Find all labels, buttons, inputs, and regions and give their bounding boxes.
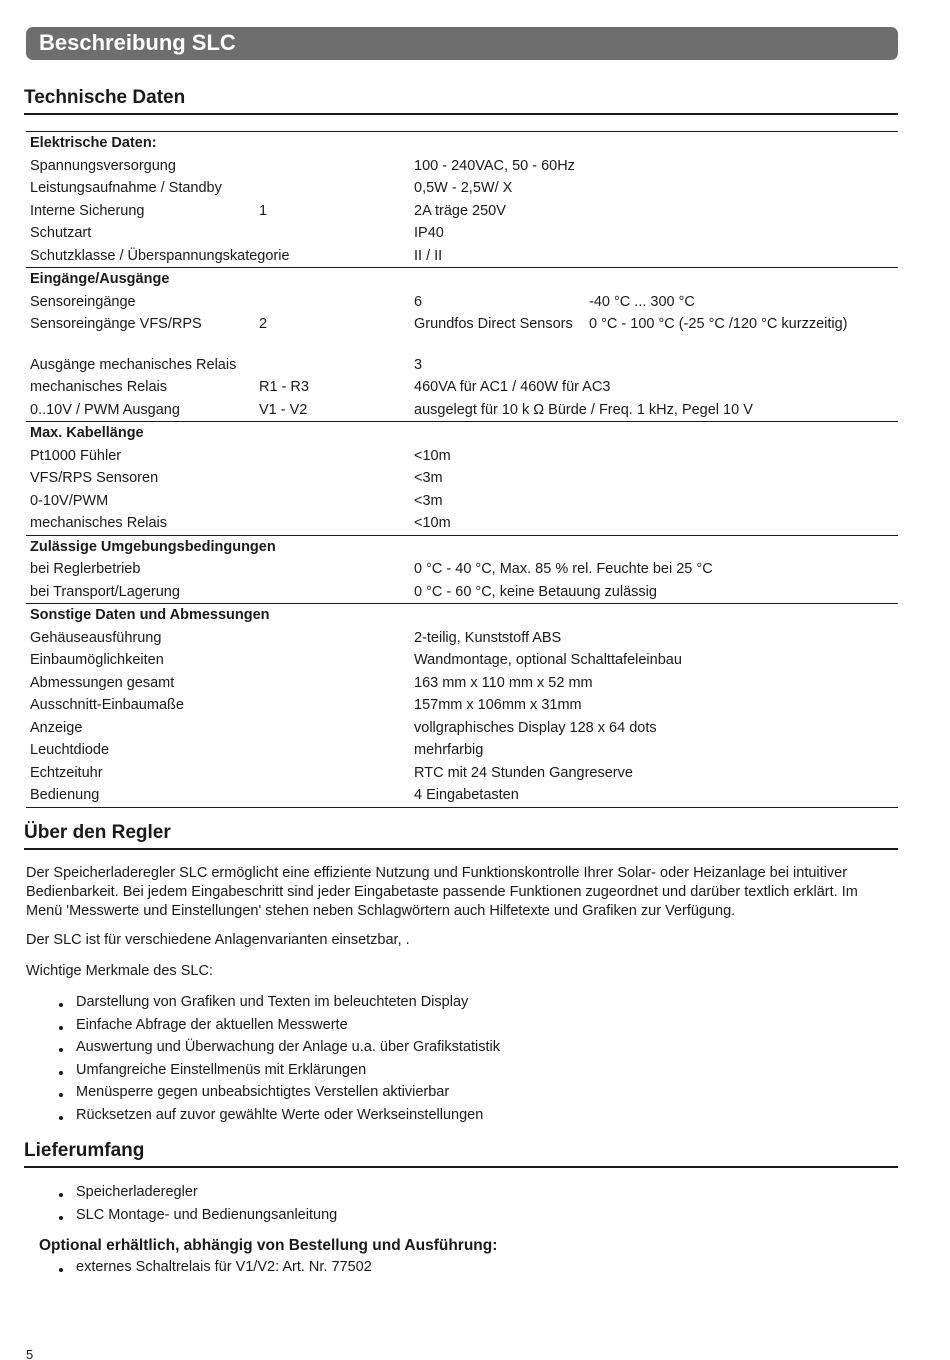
spec-label: bei Transport/Lagerung — [30, 583, 180, 600]
spec-row — [26, 445, 898, 468]
spec-group-heading: Elektrische Daten: — [30, 135, 157, 151]
spec-value: mehrfarbig — [414, 742, 484, 758]
spec-row — [26, 739, 898, 762]
spec-ref: V1 - V2 — [259, 401, 308, 418]
intro-paragraph: Der Speicherladeregler SLC ermöglicht eine effiziente Nutzung und Funktionskontrolle Ihrer Solar- oder Heizanlage bei intuitiver Bedienbarkeit. Bei jedem Eingabeschritt sind jeder Eingabetaste passende Funktionen zugeordnet und darüber textlich erklärt. Im Menü 'Messwerte und Einstellungen' stehen neben Schlagwörtern auch Hilfetexte und Grafiken zur Verfügung. — [26, 865, 858, 919]
spec-group-heading: Max. Kabellänge — [30, 425, 144, 441]
spec-value: 3 — [414, 356, 423, 373]
spec-value: 100 - 240VAC, 50 - 60Hz — [414, 157, 575, 174]
spec-label: Ausschnitt-Einbaumaße — [30, 697, 184, 713]
spec-group — [26, 268, 898, 422]
section-title-lieferumfang: Lieferumfang — [24, 1140, 898, 1168]
spec-value: Wandmontage, optional Schalttafeleinbau — [414, 652, 682, 668]
spec-value: <3m — [414, 492, 443, 509]
spec-label: Einbaumöglichkeiten — [30, 652, 164, 668]
spec-label: Pt1000 Fühler — [30, 447, 122, 464]
spec-value: 2A träge 250V — [414, 202, 506, 219]
spec-row — [26, 245, 898, 268]
spec-extra: -40 °C ... 300 °C — [589, 293, 695, 310]
spec-label: Sensoreingänge VFS/RPS — [30, 316, 202, 332]
spec-label: mechanisches Relais — [30, 379, 168, 395]
spec-value: 6 — [414, 293, 423, 310]
spec-value: <10m — [414, 447, 451, 464]
spec-value: 460VA für AC1 / 460W für AC3 — [414, 379, 611, 395]
section-title-ueber-den-regler: Über den Regler — [24, 822, 898, 850]
spec-label: Schutzart — [30, 225, 92, 241]
delivery-item: SLC Montage- und Bedienungsanleitung — [58, 1204, 337, 1227]
spec-label: Echtzeituhr — [30, 764, 103, 781]
spec-group-heading: Zulässige Umgebungsbedingungen — [30, 538, 276, 555]
spec-label: Sensoreingänge — [30, 293, 136, 310]
spec-group-heading: Sonstige Daten und Abmessungen — [30, 607, 270, 623]
spec-ref: 2 — [259, 316, 268, 332]
spec-label: mechanisches Relais — [30, 515, 168, 531]
spec-row — [26, 354, 898, 377]
spec-value: 4 Eingabetasten — [414, 787, 519, 803]
optional-item: externes Schaltrelais für V1/V2: Art. Nr. 77502 — [58, 1256, 372, 1279]
spec-value: 163 mm x 110 mm x 52 mm — [414, 674, 593, 691]
spec-row — [26, 467, 898, 490]
spec-label: Leistungsaufnahme / Standby — [30, 180, 222, 196]
spec-group — [26, 604, 898, 808]
spec-ref: R1 - R3 — [259, 379, 309, 395]
spec-group-heading: Eingänge/Ausgänge — [30, 271, 170, 287]
spec-row — [26, 376, 898, 399]
spec-value: RTC mit 24 Stunden Gangreserve — [414, 764, 633, 781]
features-intro: Wichtige Merkmale des SLC: — [26, 963, 213, 979]
feature-item: Umfangreiche Einstellmenüs mit Erklärungen — [58, 1059, 500, 1082]
spec-value: 0,5W - 2,5W/ X — [414, 180, 513, 196]
spec-value: <3m — [414, 470, 443, 486]
spec-label: 0..10V / PWM Ausgang — [30, 401, 180, 418]
delivery-list — [58, 1181, 337, 1226]
spec-label: Schutzklasse / Überspannungskategorie — [30, 247, 290, 264]
spec-row — [26, 291, 898, 314]
spec-row — [26, 694, 898, 717]
spec-row — [26, 558, 898, 581]
spec-row — [26, 155, 898, 178]
spec-extra: 0 °C - 100 °C (-25 °C /120 °C kurzzeitig) — [589, 316, 848, 332]
spec-row — [26, 672, 898, 695]
spec-value: 0 °C - 60 °C, keine Betauung zulässig — [414, 583, 657, 600]
section-title-technische-daten: Technische Daten — [24, 87, 898, 115]
spec-row — [26, 222, 898, 245]
spec-label: Ausgänge mechanisches Relais — [30, 356, 237, 373]
spec-table — [26, 131, 898, 808]
delivery-item: Speicherladeregler — [58, 1181, 337, 1204]
optional-list — [58, 1256, 372, 1279]
spec-value: 2-teilig, Kunststoff ABS — [414, 629, 562, 646]
spec-row — [26, 784, 898, 807]
spec-value: vollgraphisches Display 128 x 64 dots — [414, 719, 657, 736]
spec-value: IP40 — [414, 225, 444, 241]
variants-paragraph: Der SLC ist für verschiedene Anlagenvarianten einsetzbar, . — [26, 932, 410, 948]
spec-group — [26, 422, 898, 536]
spec-label: Leuchtdiode — [30, 742, 110, 758]
spec-row — [26, 490, 898, 513]
page-header-bar — [26, 27, 898, 60]
spec-row — [26, 177, 898, 200]
spec-ref: 1 — [259, 202, 268, 219]
spec-value: 157mm x 106mm x 31mm — [414, 697, 582, 713]
spec-row — [26, 512, 898, 535]
feature-item: Menüsperre gegen unbeabsichtigtes Verstellen aktivierbar — [58, 1081, 500, 1104]
optional-heading: Optional erhältlich, abhängig von Bestellung und Ausführung: — [39, 1237, 498, 1254]
spec-value: ausgelegt für 10 k Ω Bürde / Freq. 1 kHz, Pegel 10 V — [414, 401, 753, 418]
spec-row — [26, 313, 898, 336]
spec-label: Bedienung — [30, 787, 100, 803]
spec-label: Gehäuseausführung — [30, 629, 162, 646]
spec-row — [26, 717, 898, 740]
page-header-title: Beschreibung SLC — [39, 30, 236, 55]
spec-label: Spannungsversorgung — [30, 157, 176, 174]
spec-label: Abmessungen gesamt — [30, 674, 175, 691]
spec-row — [26, 627, 898, 650]
spec-label: bei Reglerbetrieb — [30, 561, 141, 577]
spec-label: Anzeige — [30, 719, 83, 736]
spec-value: <10m — [414, 515, 451, 531]
feature-list — [58, 991, 500, 1126]
spec-label: VFS/RPS Sensoren — [30, 470, 159, 486]
spec-row — [26, 200, 898, 223]
feature-item: Rücksetzen auf zuvor gewählte Werte oder Werkseinstellungen — [58, 1104, 500, 1127]
spec-row — [26, 581, 898, 604]
spec-row — [26, 649, 898, 672]
feature-item: Darstellung von Grafiken und Texten im beleuchteten Display — [58, 991, 500, 1014]
feature-item: Auswertung und Überwachung der Anlage u.a. über Grafikstatistik — [58, 1036, 500, 1059]
spec-value: II / II — [414, 247, 443, 264]
spec-label: Interne Sicherung — [30, 202, 145, 219]
spec-value: Grundfos Direct Sensors — [414, 316, 573, 332]
feature-item: Einfache Abfrage der aktuellen Messwerte — [58, 1014, 500, 1037]
spec-row — [26, 762, 898, 785]
page-number: 5 — [26, 1347, 34, 1360]
spec-row — [26, 399, 898, 422]
spec-label: 0-10V/PWM — [30, 492, 109, 509]
spec-value: 0 °C - 40 °C, Max. 85 % rel. Feuchte bei 25 °C — [414, 561, 713, 577]
spec-group — [26, 536, 898, 605]
spec-group — [26, 132, 898, 268]
